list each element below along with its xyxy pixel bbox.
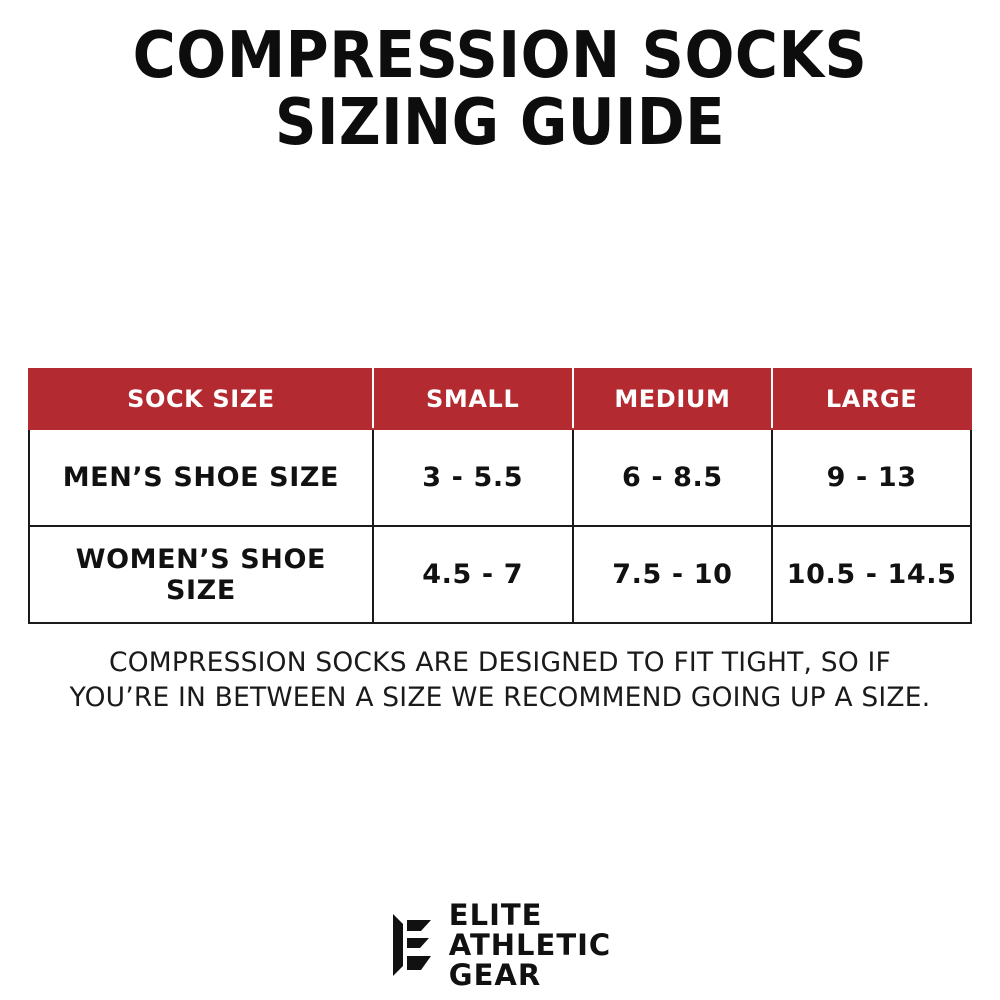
- row-label-womens: WOMEN’S SHOE SIZE: [29, 526, 373, 623]
- fit-note-line-1: COMPRESSION SOCKS ARE DESIGNED TO FIT TIGHT, SO IF: [109, 647, 891, 678]
- mens-large-value: 9 - 13: [772, 429, 971, 526]
- table-header-row: [29, 369, 971, 429]
- mens-medium-value: 6 - 8.5: [573, 429, 773, 526]
- brand-logo: [0, 898, 1000, 993]
- page-title: [0, 0, 1000, 161]
- elite-athletic-gear-mark-icon: [389, 914, 435, 976]
- fit-note: [0, 646, 1000, 716]
- brand-logo-line-1: ELITE: [448, 898, 543, 932]
- womens-large-value: 10.5 - 14.5: [772, 526, 971, 623]
- brand-logo-line-2: ATHLETIC: [448, 928, 612, 963]
- table-header-large: LARGE: [772, 369, 971, 429]
- fit-note-line-2: YOU’RE IN BETWEEN A SIZE WE RECOMMEND GOING UP A SIZE.: [69, 681, 931, 713]
- table-row: [29, 526, 971, 623]
- page-title-line-1: COMPRESSION SOCKS: [132, 19, 868, 93]
- size-table-container: [28, 368, 972, 624]
- table-header: [29, 369, 971, 429]
- table-header-sock-size: SOCK SIZE: [29, 369, 373, 429]
- page-title-line-2: SIZING GUIDE: [274, 86, 726, 161]
- womens-small-value: 4.5 - 7: [373, 526, 573, 623]
- table-body: [29, 429, 971, 623]
- mens-small-value: 3 - 5.5: [373, 429, 573, 526]
- row-label-mens: MEN’S SHOE SIZE: [29, 429, 373, 526]
- table-header-medium: MEDIUM: [573, 369, 773, 429]
- brand-logo-text: [448, 898, 612, 993]
- table-header-small: SMALL: [373, 369, 573, 429]
- brand-logo-line-3: GEAR: [448, 958, 542, 993]
- size-table: [28, 368, 972, 624]
- womens-medium-value: 7.5 - 10: [573, 526, 773, 623]
- table-row: [29, 429, 971, 526]
